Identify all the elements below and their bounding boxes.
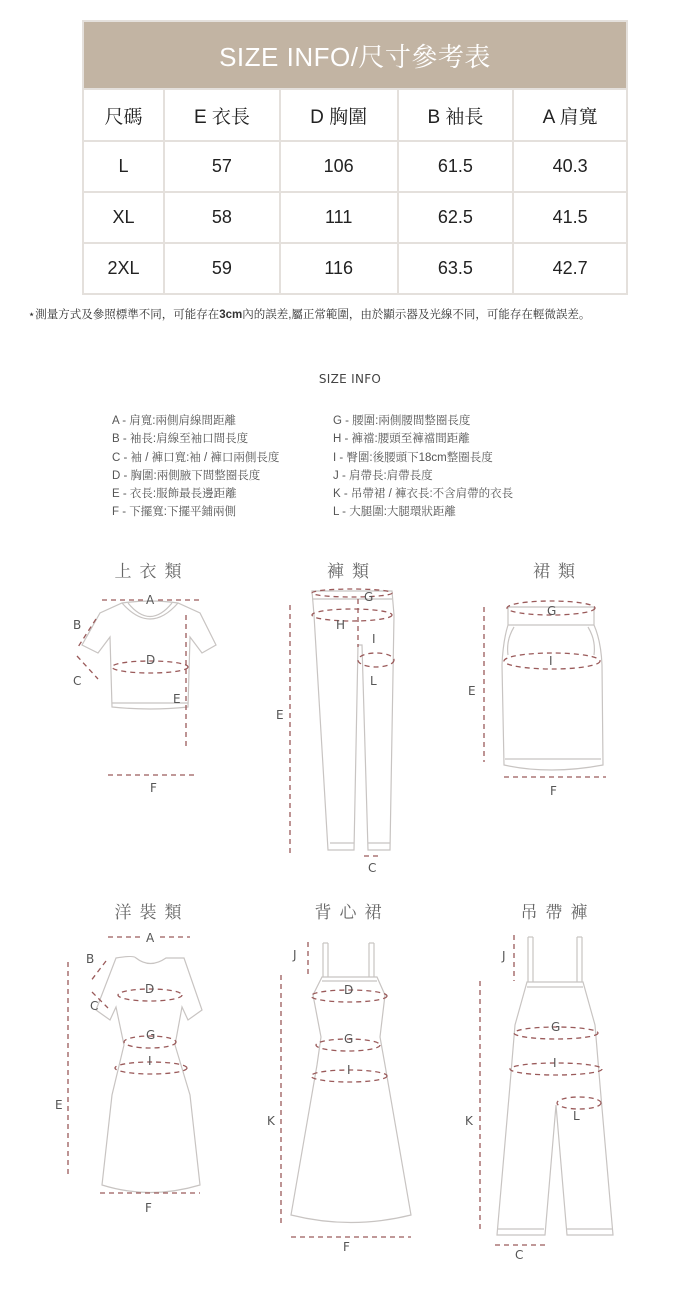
legend-item: H - 褲襠:腰頭至褲襠間距離	[333, 433, 470, 446]
label-a: A	[146, 931, 155, 945]
cell: 40.3	[513, 141, 627, 192]
label-b: B	[73, 618, 82, 632]
category-title-tops: 上衣類	[114, 562, 190, 581]
category-title-pinafore: 背心裙	[314, 903, 390, 922]
label-e: E	[173, 692, 181, 706]
label-e: E	[468, 684, 476, 698]
col-shoulder: A 肩寬	[513, 89, 627, 141]
cell: XL	[83, 192, 164, 243]
label-c: C	[90, 999, 99, 1013]
label-g: G	[146, 1028, 156, 1042]
cell: 106	[280, 141, 398, 192]
legend-item: L - 大腿圍:大腿環狀距離	[333, 506, 456, 519]
table-row	[83, 243, 627, 294]
label-h: H	[336, 618, 346, 632]
legend-item: F - 下擺寬:下擺平鋪兩側	[112, 506, 236, 519]
label-i: I	[553, 1056, 557, 1070]
label-l: L	[370, 674, 377, 688]
table-title: SIZE INFO/尺寸參考表	[83, 21, 627, 89]
label-i: I	[372, 632, 376, 646]
label-e: E	[55, 1098, 63, 1112]
label-f: F	[343, 1240, 350, 1254]
tshirt-diagram-icon	[60, 585, 240, 800]
category-title-dresses: 洋裝類	[114, 903, 190, 922]
legend-right	[333, 412, 513, 522]
legend-item: G - 腰圍:兩側腰間整圈長度	[333, 415, 471, 427]
dress-diagram-icon	[50, 925, 250, 1215]
category-title-overalls: 吊帶褲	[520, 903, 596, 922]
label-i: I	[148, 1054, 152, 1068]
legend-item: E - 衣長:服飾最長邊距離	[112, 488, 237, 501]
legend-left	[112, 412, 279, 522]
skirt-diagram-icon	[460, 585, 640, 800]
col-size: 尺碼	[83, 89, 164, 141]
label-c: C	[368, 861, 377, 875]
pinafore-diagram-icon	[255, 925, 435, 1255]
label-k: K	[267, 1114, 275, 1128]
measurement-note	[28, 306, 590, 322]
label-k: K	[465, 1114, 473, 1128]
note-text: ⋆測量方式及參照標準不同，可能存在	[28, 309, 220, 321]
size-info-title: SIZE INFO	[318, 372, 382, 386]
table-header-row	[83, 89, 627, 141]
label-a: A	[146, 593, 155, 607]
label-l: L	[573, 1109, 580, 1123]
size-table	[82, 20, 628, 295]
category-title-pants: 褲類	[327, 562, 377, 581]
legend-item: A - 肩寬:兩側肩線間距離	[112, 415, 236, 427]
label-f: F	[145, 1201, 152, 1215]
legend-item: K - 吊帶裙 / 褲衣長:不含肩帶的衣長	[333, 488, 514, 501]
label-d: D	[146, 653, 156, 667]
label-b: B	[86, 952, 95, 966]
legend-item: C - 袖 / 褲口寬:袖 / 褲口兩側長度	[112, 451, 280, 464]
legend-item: B - 袖長:肩線至袖口間長度	[112, 433, 249, 446]
cell: 58	[164, 192, 280, 243]
cell: 59	[164, 243, 280, 294]
legend-item: I - 臀圍:後腰頭下18cm整圈長度	[333, 451, 493, 464]
cell: 111	[280, 192, 398, 243]
cell: 116	[280, 243, 398, 294]
legend-item: D - 胸圍:兩側腋下間整圈長度	[112, 469, 261, 482]
cell: 61.5	[398, 141, 514, 192]
label-j: J	[293, 948, 297, 962]
pants-diagram-icon	[270, 585, 410, 875]
note-text-rest: 內的誤差,屬正常範圍，由於顯示器及光線不同，可能存在輕微誤差。	[242, 309, 591, 321]
cell: 62.5	[398, 192, 514, 243]
overalls-diagram-icon	[455, 925, 635, 1260]
label-d: D	[344, 983, 354, 997]
label-d: D	[145, 982, 155, 996]
label-g: G	[551, 1020, 561, 1034]
cell: 57	[164, 141, 280, 192]
note-bold: 3cm	[219, 309, 243, 321]
label-i: I	[347, 1063, 351, 1077]
legend-item: J - 肩帶長:肩帶長度	[333, 469, 433, 482]
label-g: G	[344, 1032, 354, 1046]
table-row	[83, 192, 627, 243]
label-i: I	[549, 654, 553, 668]
category-title-skirts: 裙類	[533, 562, 583, 581]
col-chest: D 胸圍	[280, 89, 398, 141]
table-row	[83, 141, 627, 192]
cell: 63.5	[398, 243, 514, 294]
label-j: J	[502, 949, 506, 963]
cell: 42.7	[513, 243, 627, 294]
label-e: E	[276, 708, 284, 722]
label-c: C	[73, 674, 82, 688]
label-f: F	[550, 784, 557, 798]
label-g: G	[364, 590, 374, 604]
label-g: G	[547, 604, 557, 618]
label-f: F	[150, 781, 157, 795]
col-length: E 衣長	[164, 89, 280, 141]
label-c: C	[515, 1248, 524, 1262]
cell: 2XL	[83, 243, 164, 294]
col-sleeve: B 袖長	[398, 89, 514, 141]
cell: L	[83, 141, 164, 192]
cell: 41.5	[513, 192, 627, 243]
